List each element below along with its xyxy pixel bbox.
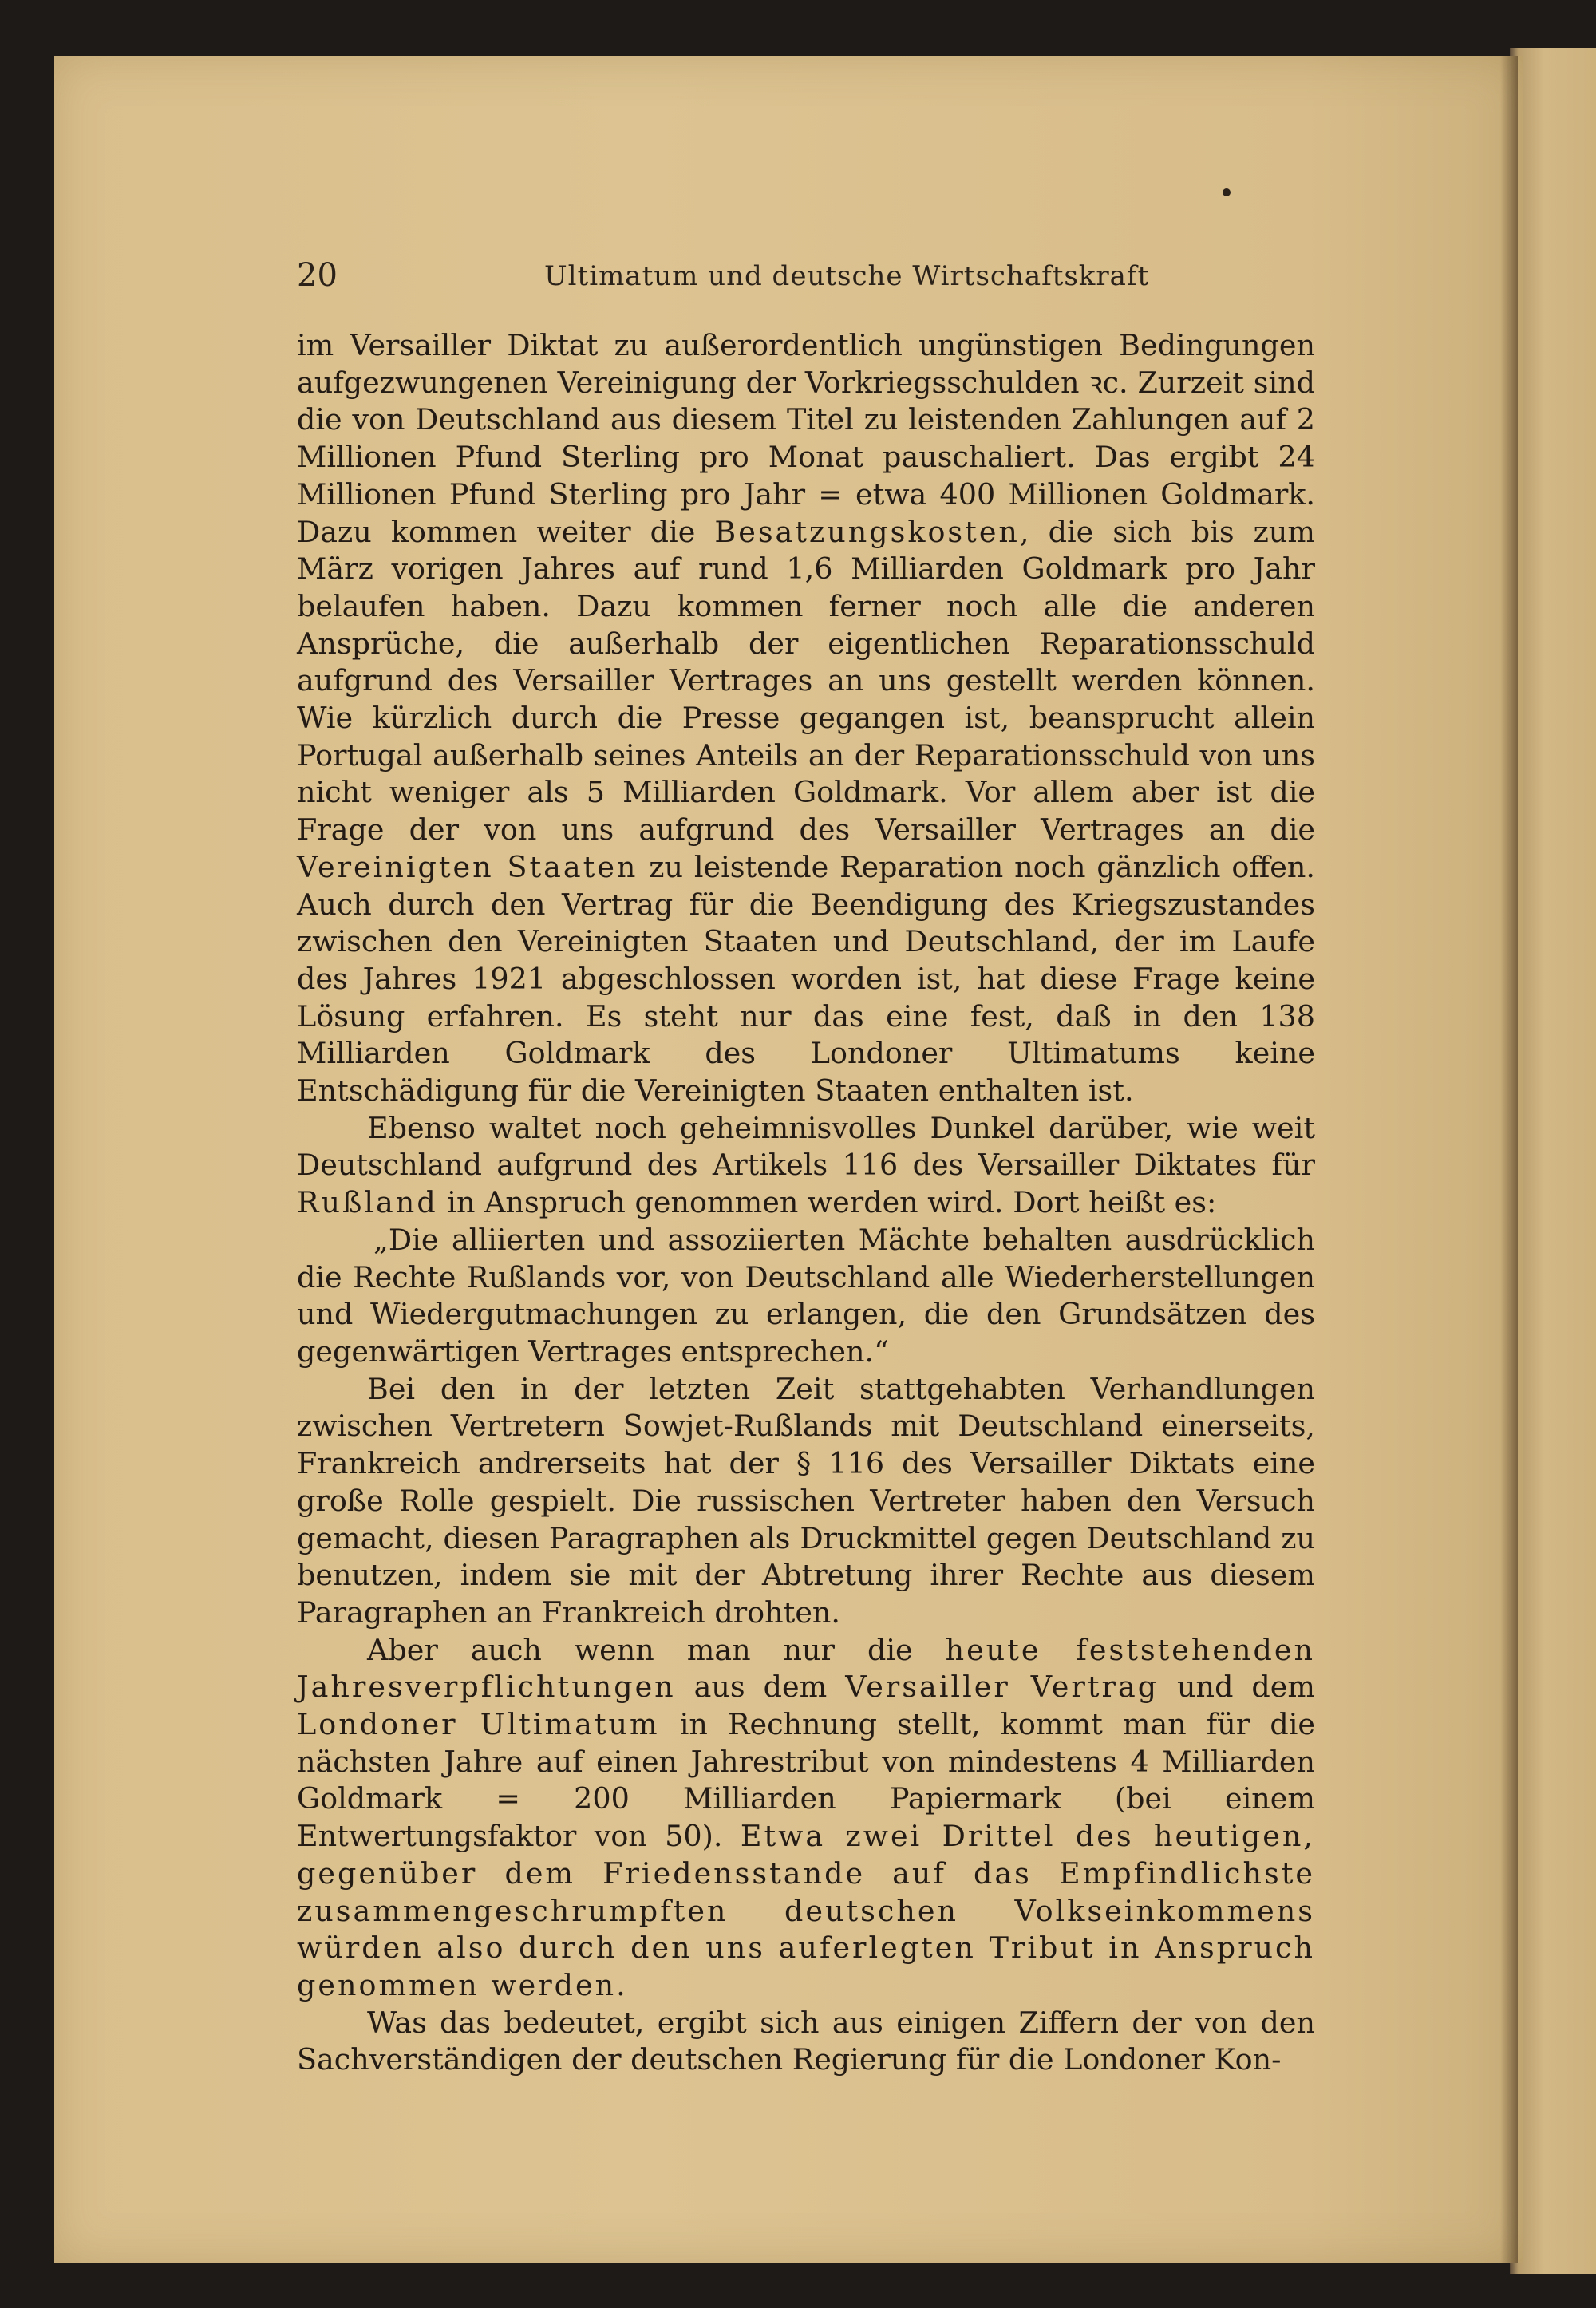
body-text bbox=[297, 327, 1315, 2079]
text-run: in Rechnung stellt, kommt man für die nächsten Jahre auf einen Jahrestribut von mindestens 4 Milliarden Goldmark = 200 Milliarden Papiermark (bei einem Entwertungsfaktor von 50). bbox=[297, 1707, 1316, 1854]
text-run: , die sich bis zum März vorigen Jahres auf rund 1,6 Milliarden Goldmark pro Jahr belaufen haben. Dazu kommen ferner noch alle die anderen Ansprüche, die außerhalb der eigentlichen Reparationsschuld aufgrund des Versailler Vertrages an uns gestellt werden können. Wie kürzlich durch die Presse gegangen ist, beansprucht allein Portugal außerhalb seines Anteils an der Reparationsschuld von uns nicht weniger als 5 Milliarden Goldmark. Vor allem aber ist die Frage der von uns aufgrund des Versailler Vertrages an die bbox=[297, 514, 1315, 848]
spaced-emphasis: Rußland bbox=[297, 1185, 438, 1220]
paragraph bbox=[297, 1632, 1315, 2005]
spaced-emphasis: Besatzungskosten bbox=[714, 514, 1020, 549]
spaced-emphasis: Londoner Ultimatum bbox=[297, 1707, 660, 1742]
gutter-shadow bbox=[1500, 56, 1518, 2263]
spaced-emphasis: Vereinigten Staaten bbox=[297, 849, 638, 884]
paragraph bbox=[297, 1110, 1315, 1222]
page-number: 20 bbox=[297, 257, 338, 294]
page-header bbox=[297, 257, 1318, 305]
next-page-edge bbox=[1510, 48, 1596, 2274]
text-run: Aber auch wenn man nur die bbox=[367, 1632, 946, 1667]
ink-speck bbox=[1223, 188, 1231, 196]
text-run: in Anspruch genommen werden wird. Dort heißt es: bbox=[437, 1185, 1217, 1220]
text-run: zu leistende Reparation noch gänzlich offen. Auch durch den Vertrag für die Beendigung des Kriegszustandes zwischen den Vereinigten Staaten und Deutschland, der im Laufe des Jahres 1921 abgeschlossen worden ist, hat diese Frage keine Lösung erfahren. Es steht nur das eine fest, daß in den 138 Milliarden Goldmark des Londoner Ultimatums keine Entschädigung für die Vereinigten Staaten enthalten ist. bbox=[297, 849, 1315, 1109]
running-title: Ultimatum und deutsche Wirtschaftskraft bbox=[544, 260, 1150, 292]
spaced-emphasis: Etwa zwei Drittel des heutigen, gegenüber dem Friedensstande auf das Empfindlichste zusammengeschrumpften deutschen Volkseinkommens würden also durch den uns auferlegten Tribut in Anspruch genommen werden. bbox=[297, 1819, 1315, 2002]
text-run: Was das bedeutet, ergibt sich aus einigen Ziffern der von den Sachverständigen der deutschen Regierung für die Londoner Kon- bbox=[297, 2005, 1315, 2077]
text-run: und dem bbox=[1159, 1670, 1315, 1705]
spaced-emphasis: Versailler Vertrag bbox=[845, 1670, 1159, 1705]
text-run: Bei den in der letzten Zeit stattgehabten Verhandlungen zwischen Vertretern Sowjet-Rußlands mit Deutschland einerseits, Frankreich andrerseits hat der § 116 des Versailler Diktats eine große Rolle gespielt. Die russischen Vertreter haben den Versuch gemacht, diesen Paragraphen als Druckmittel gegen Deutschland zu benutzen, indem sie mit der Abtretung ihrer Rechte aus diesem Paragraphen an Frankreich drohten. bbox=[297, 1371, 1315, 1630]
text-run: aus dem bbox=[675, 1670, 846, 1705]
paragraph bbox=[297, 2005, 1315, 2079]
paragraph bbox=[297, 1371, 1315, 1632]
text-run: im Versailler Diktat zu außerordentlich ungünstigen Bedingungen aufgezwungenen Vereinigung der Vorkriegsschulden ꝛc. Zurzeit sind die von Deutschland aus diesem Titel zu leistenden Zahlungen auf 2 Millionen Pfund Sterling pro Monat pauschaliert. Das ergibt 24 Millionen Pfund Sterling pro Jahr = etwa 400 Millionen Goldmark. Dazu kommen weiter die bbox=[297, 328, 1315, 549]
text-run: „Die alliierten und assoziierten Mächte behalten ausdrücklich die Rechte Rußlands vor, von Deutschland alle Wiederherstellungen und Wiedergutmachungen zu erlangen, die den Grundsätzen des gegenwärtigen Vertrages entsprechen.“ bbox=[297, 1222, 1315, 1369]
quotation bbox=[297, 1222, 1315, 1371]
text-run: Ebenso waltet noch geheimnisvolles Dunkel darüber, wie weit Deutschland aufgrund des Artikels 116 des Versailler Diktates für bbox=[297, 1110, 1315, 1183]
spaced-emphasis: heute feststehenden Jahresverpflichtungen bbox=[297, 1632, 1315, 1705]
paragraph bbox=[297, 327, 1315, 1110]
